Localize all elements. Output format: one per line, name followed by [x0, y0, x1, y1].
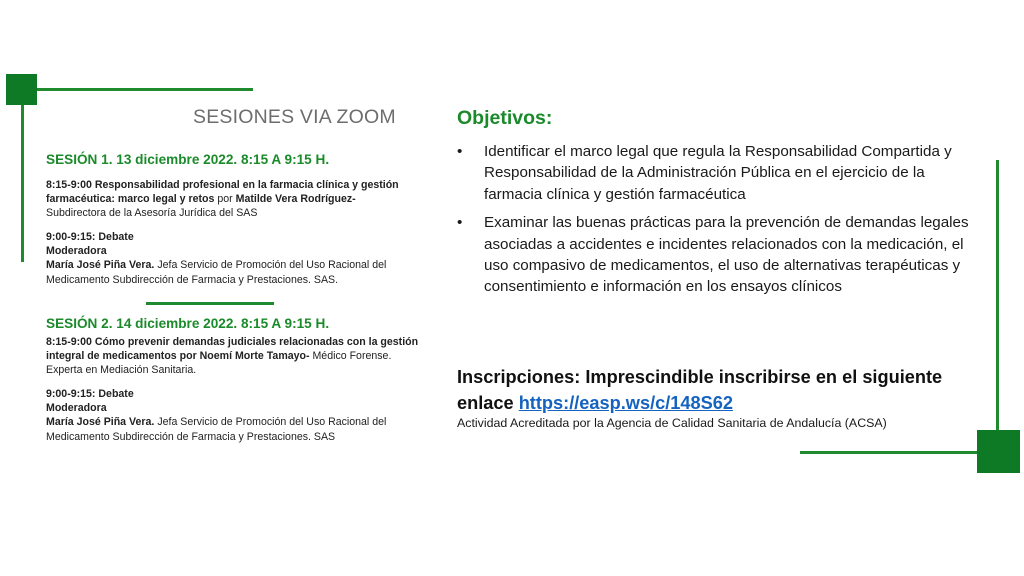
session2-speaker-role: Médico Forense. Experta en Mediación Sanitaria.: [46, 350, 392, 377]
session1-speaker-role: Subdirectora de la Asesoría Jurídica del SAS: [46, 207, 258, 220]
session2-moderator-label: Moderadora: [46, 402, 107, 415]
bullet-icon: •: [457, 214, 463, 232]
session1-speaker: Matilde Vera Rodríguez-: [235, 193, 356, 206]
accreditation-note: Actividad Acreditada por la Agencia de Calidad Sanitaria de Andalucía (ACSA): [457, 416, 887, 430]
session2-talk: [46, 335, 426, 378]
session2-moderator-name: María José Piña Vera.: [46, 416, 155, 429]
divider-line-top-left-vertical: [21, 105, 24, 262]
objective-item: [457, 141, 977, 205]
divider-line-top-left-horizontal: [37, 88, 253, 91]
session2-heading: SESIÓN 2. 14 diciembre 2022. 8:15 A 9:15 H.: [46, 316, 330, 331]
session1-debate-block: [46, 230, 426, 287]
session1-talk-title: 8:15-9:00 Responsabilidad profesional en la farmacia clínica y gestión farmacéutica: marco legal y retos: [46, 179, 399, 206]
objectives-title: Objetivos:: [457, 107, 553, 129]
divider-line-right-vertical: [996, 160, 999, 430]
bullet-icon: •: [457, 143, 463, 160]
registration-text: Inscripciones: Imprescindible inscribirse en el siguiente enlace: [457, 367, 943, 413]
session2-debate-block: [46, 387, 426, 444]
sessions-title: SESIONES VIA ZOOM: [193, 106, 396, 128]
corner-square-bottom-right: [977, 430, 1020, 473]
objective-item: [457, 212, 977, 298]
objective-text: Identificar el marco legal que regula la Responsabilidad Compartida y Responsabilidad de la Administración Pública en el ejercicio de la farmacia clínica y gestión farmacéutica: [484, 143, 952, 203]
session1-moderator-role: Jefa Servicio de Promoción del Uso Racional del Medicamento Subdirección de Farmacia y Prestaciones. SAS.: [46, 259, 387, 286]
divider-line-between-sessions: [146, 302, 274, 305]
divider-line-bottom-right-horizontal: [800, 451, 977, 454]
objective-text: Examinar las buenas prácticas para la prevención de demandas legales asociadas a accidentes e incidentes relacionados con la medicación, el uso compasivo de medicamentos, el uso de alternativas terapéuticas y consentimiento e información en los ensayos clínicos: [484, 214, 969, 296]
session2-talk-title: 8:15-9:00 Cómo prevenir demandas judiciales relacionadas con la gestión integral de medicamentos por Noemí Morte Tamayo-: [46, 336, 419, 363]
registration-link[interactable]: https://easp.ws/c/148S62: [518, 393, 733, 413]
session1-talk-por: por: [217, 193, 233, 206]
corner-square-top-left: [6, 74, 37, 105]
session2-debate: 9:00-9:15: Debate: [46, 388, 134, 400]
session1-heading: SESIÓN 1. 13 diciembre 2022. 8:15 A 9:15 H.: [46, 152, 330, 167]
session1-debate: 9:00-9:15: Debate: [46, 231, 134, 243]
session1-moderator-name: María José Piña Vera.: [46, 259, 155, 272]
session1-talk: [46, 178, 426, 221]
registration-block: [457, 364, 977, 416]
objectives-list: [457, 141, 977, 305]
session2-moderator-role: Jefa Servicio de Promoción del Uso Racional del Medicamento Subdirección de Farmacia y Prestaciones. SAS: [46, 416, 387, 443]
session1-moderator-label: Moderadora: [46, 245, 107, 258]
